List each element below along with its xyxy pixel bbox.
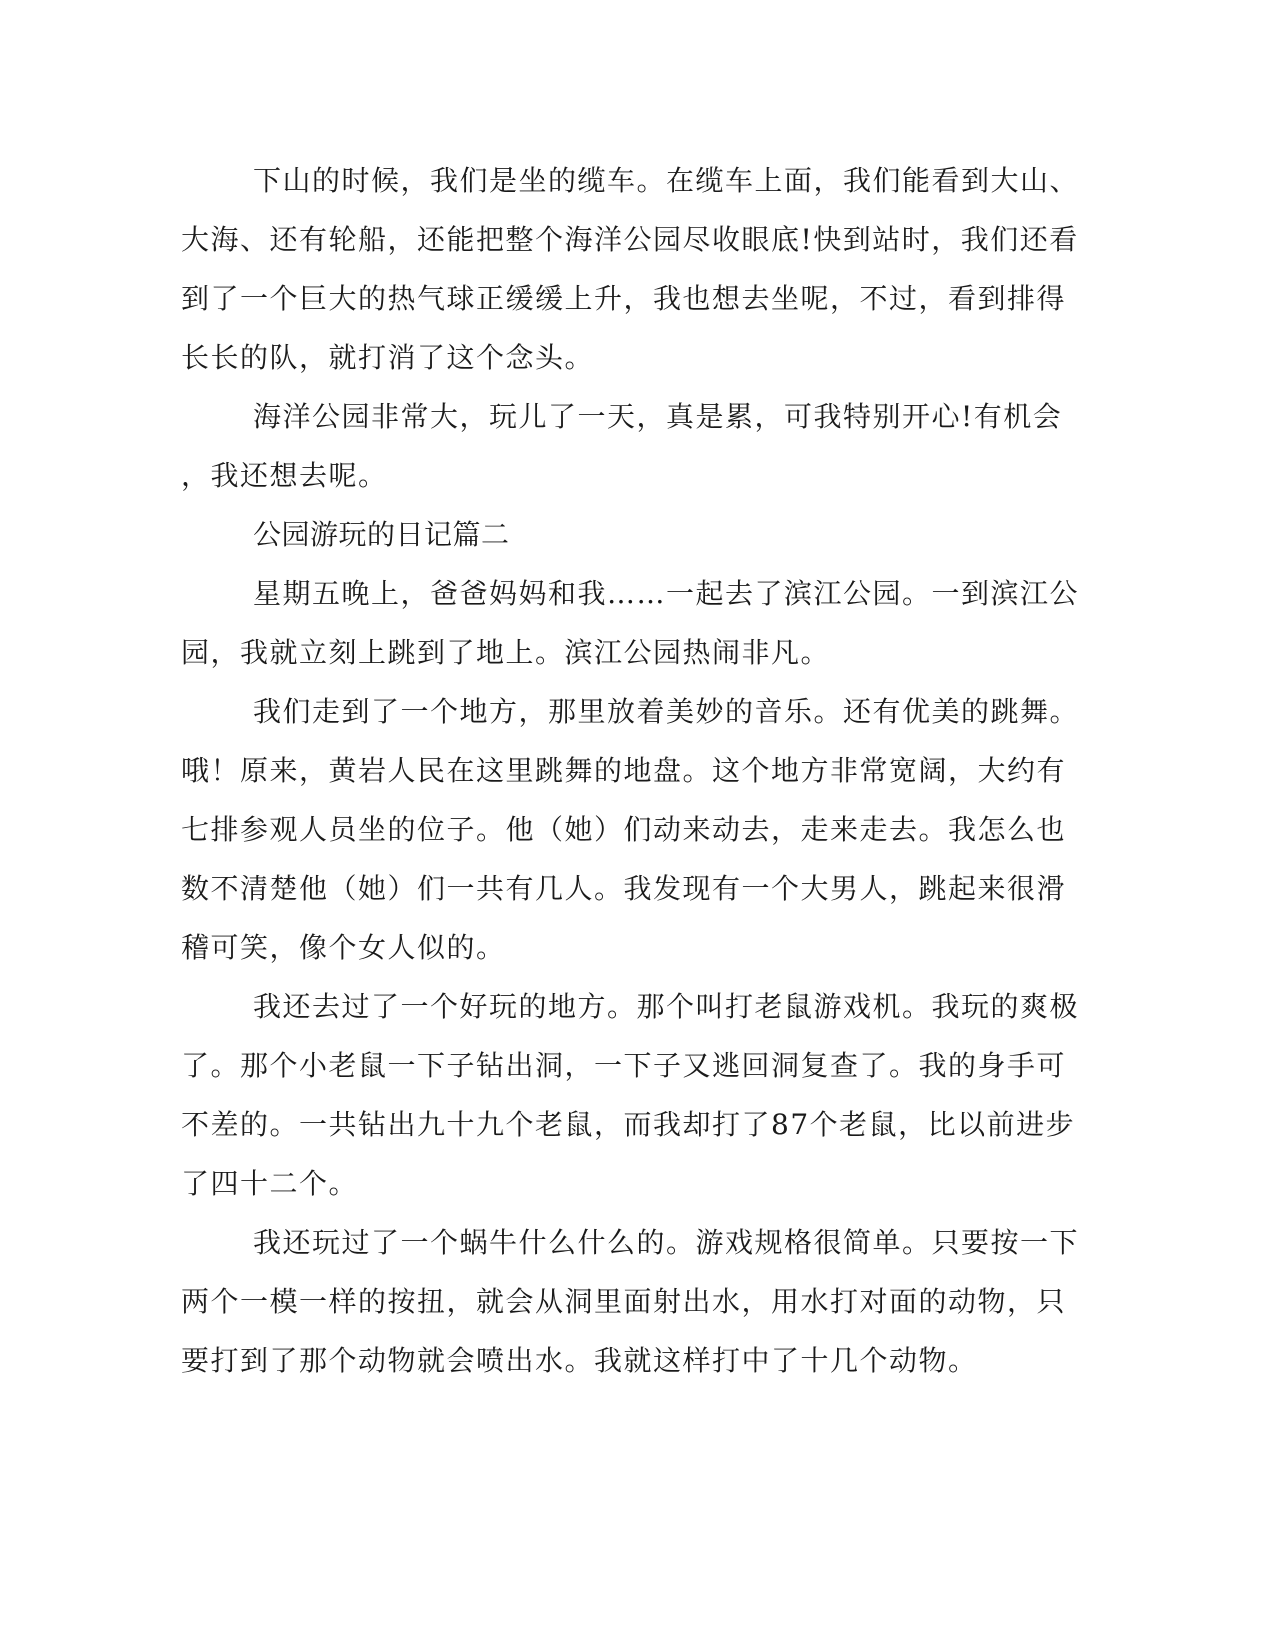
text-line: 我还去过了一个好玩的地方。那个叫打老鼠游戏机。我玩的爽极 bbox=[253, 990, 1080, 1023]
text-line: ，我还想去呢。 bbox=[181, 459, 388, 492]
text-line: 海洋公园非常大，玩儿了一天，真是累，可我特别开心!有机会 bbox=[253, 400, 1063, 433]
text-line: 大海、还有轮船，还能把整个海洋公园尽收眼底!快到站时，我们还看 bbox=[181, 223, 1079, 256]
text-line: 七排参观人员坐的位子。他（她）们动来动去，走来走去。我怎么也 bbox=[181, 813, 1067, 846]
text-line: 了四十二个。 bbox=[181, 1167, 359, 1200]
text-line: 要打到了那个动物就会喷出水。我就这样打中了十几个动物。 bbox=[181, 1344, 978, 1377]
text-line: 了。那个小老鼠一下子钻出洞，一下子又逃回洞复查了。我的身手可 bbox=[181, 1049, 1067, 1082]
section-heading: 公园游玩的日记篇二 bbox=[253, 518, 510, 551]
text-line: 园，我就立刻上跳到了地上。滨江公园热闹非凡。 bbox=[181, 636, 831, 669]
text-line: 我们走到了一个地方，那里放着美妙的音乐。还有优美的跳舞。 bbox=[253, 695, 1080, 728]
text-line: 数不清楚他（她）们一共有几人。我发现有一个大男人，跳起来很滑 bbox=[181, 872, 1067, 905]
text-line: 我还玩过了一个蜗牛什么什么的。游戏规格很简单。只要按一下 bbox=[253, 1226, 1080, 1259]
text-line: 下山的时候，我们是坐的缆车。在缆车上面，我们能看到大山、 bbox=[253, 164, 1080, 197]
text-line: 星期五晚上，爸爸妈妈和我……一起去了滨江公园。一到滨江公 bbox=[253, 577, 1080, 610]
text-line: 稽可笑，像个女人似的。 bbox=[181, 931, 506, 964]
text-line: 到了一个巨大的热气球正缓缓上升，我也想去坐呢，不过，看到排得 bbox=[181, 282, 1067, 315]
text-line: 两个一模一样的按扭，就会从洞里面射出水，用水打对面的动物，只 bbox=[181, 1285, 1067, 1318]
text-line: 哦！原来，黄岩人民在这里跳舞的地盘。这个地方非常宽阔，大约有 bbox=[181, 754, 1067, 787]
text-line: 不差的。一共钻出九十九个老鼠，而我却打了87个老鼠，比以前进步 bbox=[181, 1108, 1076, 1141]
text-line: 长长的队，就打消了这个念头。 bbox=[181, 341, 595, 374]
